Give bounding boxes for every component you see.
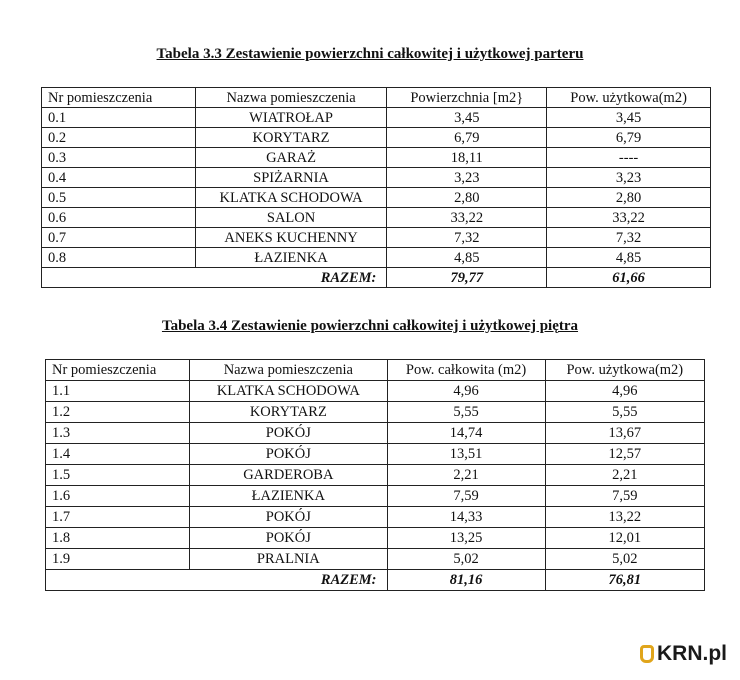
table-row [42,108,711,128]
table-cell: POKÓJ [190,444,387,465]
header-row [42,88,711,108]
table-cell: 6,79 [387,128,547,148]
table-cell: 7,59 [387,486,545,507]
table-cell: ---- [547,148,711,168]
table2-title: Tabela 3.4 Zestawienie powierzchni całkowitej i użytkowej piętra [161,318,579,334]
table-cell: 1.4 [46,444,190,465]
table-cell: 33,22 [547,208,711,228]
table-cell: 0.8 [42,248,196,268]
table-row [46,465,705,486]
logo-text: KRN.pl [657,642,727,665]
total-label: RAZEM: [46,570,388,591]
column-header: Nr pomieszczenia [42,88,196,108]
table-row [46,528,705,549]
table-cell: 18,11 [387,148,547,168]
table-cell: 33,22 [387,208,547,228]
total-usable: 76,81 [545,570,704,591]
table-cell: GARAŻ [195,148,387,168]
table-cell: KORYTARZ [190,402,387,423]
table-cell: 2,21 [545,465,704,486]
column-header: Nr pomieszczenia [46,360,190,381]
table-cell: 4,85 [387,248,547,268]
table-cell: PRALNIA [190,549,387,570]
table-cell: 1.8 [46,528,190,549]
table-cell: 1.1 [46,381,190,402]
table-row [42,248,711,268]
table-cell: 13,51 [387,444,545,465]
table-cell: WIATROŁAP [195,108,387,128]
table-cell: 0.3 [42,148,196,168]
column-header: Pow. całkowita (m2) [387,360,545,381]
table-cell: 5,02 [545,549,704,570]
table-cell: 1.5 [46,465,190,486]
table-cell: 0.2 [42,128,196,148]
table-cell: ŁAZIENKA [195,248,387,268]
table-row [46,486,705,507]
table-cell: 13,22 [545,507,704,528]
column-header: Pow. użytkowa(m2) [547,88,711,108]
table-cell: 1.9 [46,549,190,570]
total-row [42,268,711,288]
table2 [45,359,705,591]
table-cell: 6,79 [547,128,711,148]
table-cell: 2,21 [387,465,545,486]
table-cell: 1.2 [46,402,190,423]
table-cell: POKÓJ [190,423,387,444]
column-header: Powierzchnia [m2} [387,88,547,108]
table-row [46,423,705,444]
table-row [46,549,705,570]
table1 [41,87,711,288]
table-cell: 14,74 [387,423,545,444]
total-area: 81,16 [387,570,545,591]
table1-title: Tabela 3.3 Zestawienie powierzchni całkowitej i użytkowej parteru [156,46,584,62]
table-cell: 12,01 [545,528,704,549]
table-cell: 0.1 [42,108,196,128]
table-cell: 7,32 [387,228,547,248]
total-area: 79,77 [387,268,547,288]
table-cell: 1.7 [46,507,190,528]
header-row [46,360,705,381]
table-cell: ANEKS KUCHENNY [195,228,387,248]
table-cell: KORYTARZ [195,128,387,148]
table-cell: 13,67 [545,423,704,444]
table-row [42,188,711,208]
table-cell: 2,80 [547,188,711,208]
table-cell: POKÓJ [190,507,387,528]
table-cell: 0.7 [42,228,196,248]
table-row [46,402,705,423]
column-header: Nazwa pomieszczenia [195,88,387,108]
total-row [46,570,705,591]
table-cell: 14,33 [387,507,545,528]
table-cell: 5,55 [387,402,545,423]
table-cell: 3,23 [547,168,711,188]
table-cell: 13,25 [387,528,545,549]
table-row [42,228,711,248]
total-label: RAZEM: [42,268,387,288]
table-cell: KLATKA SCHODOWA [190,381,387,402]
table-cell: 7,32 [547,228,711,248]
column-header: Nazwa pomieszczenia [190,360,387,381]
table-cell: 12,57 [545,444,704,465]
table-cell: 3,23 [387,168,547,188]
total-usable: 61,66 [547,268,711,288]
table-cell: 3,45 [547,108,711,128]
table-row [42,148,711,168]
table-cell: 4,96 [387,381,545,402]
table-cell: 4,85 [547,248,711,268]
table-row [46,444,705,465]
table-cell: POKÓJ [190,528,387,549]
table-cell: ŁAZIENKA [190,486,387,507]
table-cell: KLATKA SCHODOWA [195,188,387,208]
table-cell: SPIŻARNIA [195,168,387,188]
table-cell: 3,45 [387,108,547,128]
table-cell: 0.6 [42,208,196,228]
table-cell: 0.5 [42,188,196,208]
table-cell: 1.3 [46,423,190,444]
table-cell: GARDEROBA [190,465,387,486]
table-cell: 4,96 [545,381,704,402]
table-cell: 0.4 [42,168,196,188]
table-row [42,168,711,188]
column-header: Pow. użytkowa(m2) [545,360,704,381]
table-row [46,381,705,402]
table-cell: 5,55 [545,402,704,423]
table-cell: 1.6 [46,486,190,507]
table-cell: SALON [195,208,387,228]
table-cell: 5,02 [387,549,545,570]
table-cell: 2,80 [387,188,547,208]
table-cell: 7,59 [545,486,704,507]
krn-logo [640,642,727,666]
table-row [46,507,705,528]
house-icon [640,645,654,663]
table-row [42,128,711,148]
table-row [42,208,711,228]
